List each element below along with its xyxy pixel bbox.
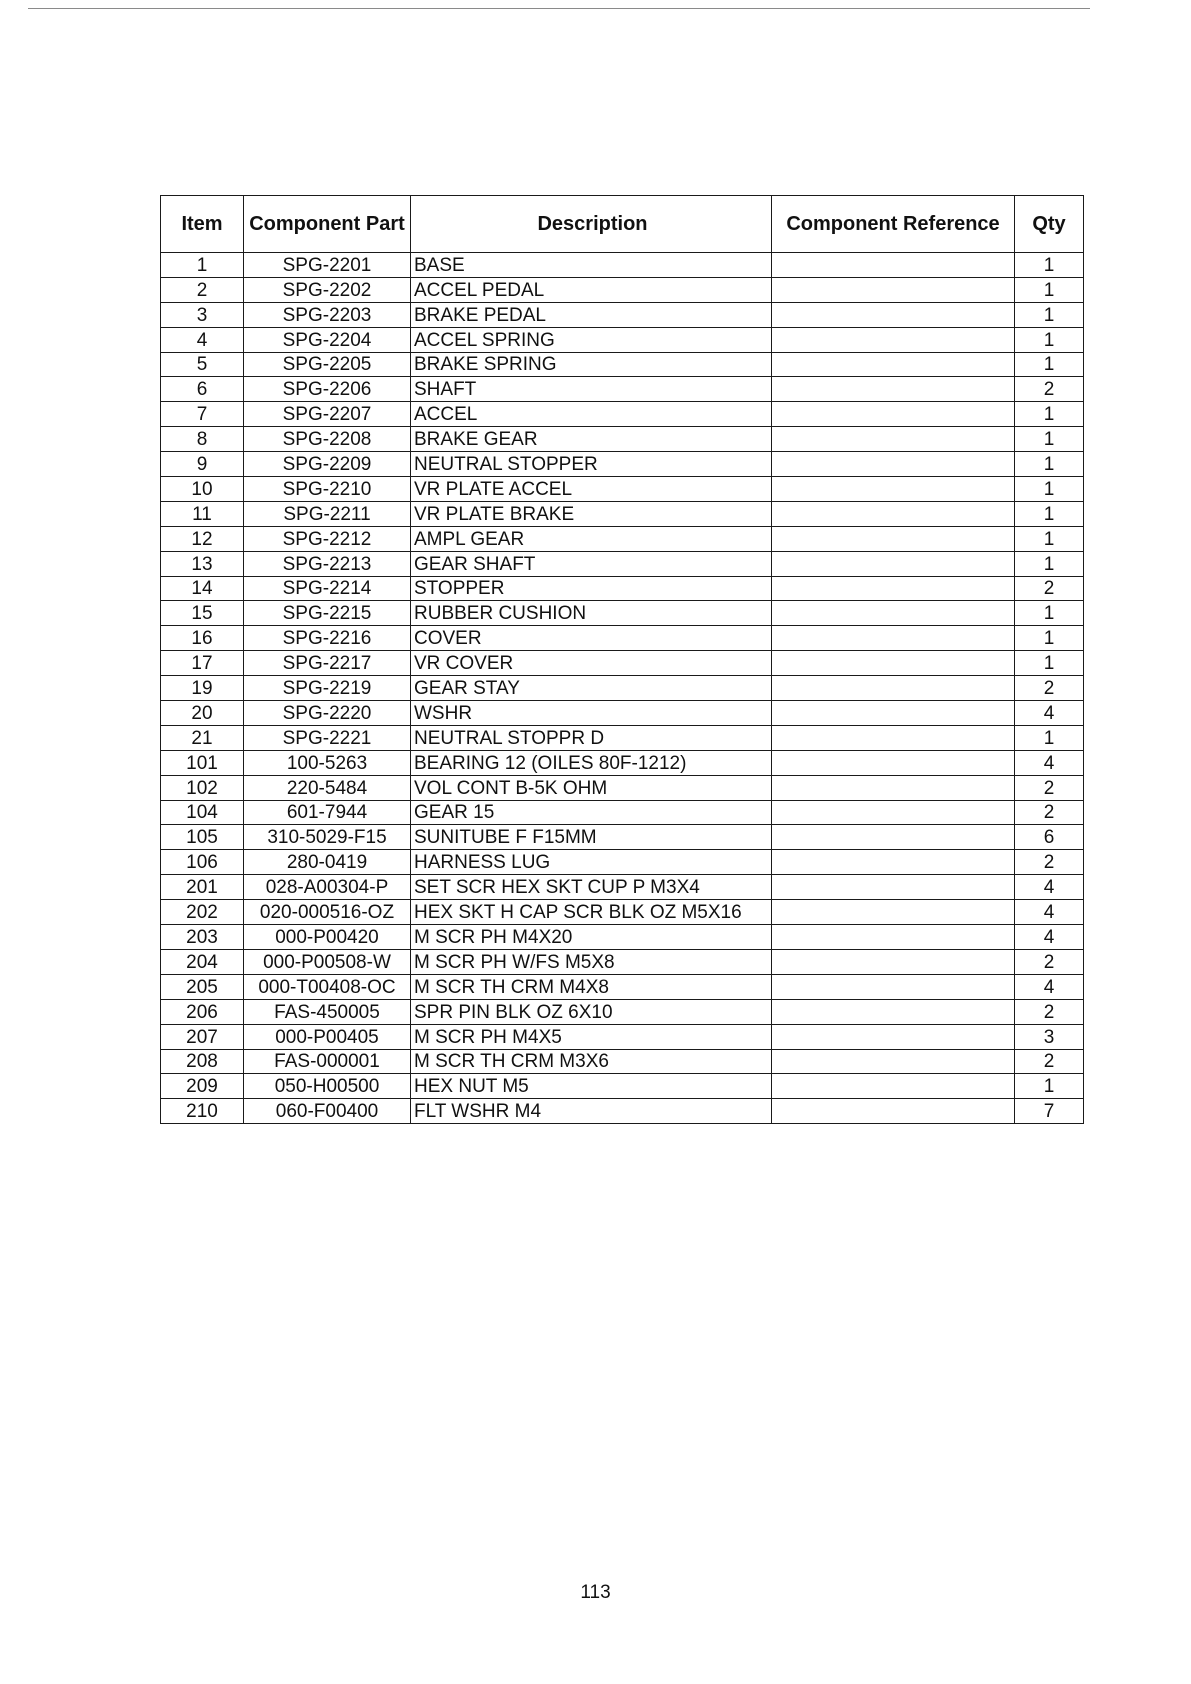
cell-description: FLT WSHR M4	[411, 1099, 772, 1124]
cell-description: VR PLATE BRAKE	[411, 501, 772, 526]
cell-item: 15	[161, 601, 244, 626]
cell-item: 4	[161, 327, 244, 352]
cell-component-reference	[772, 452, 1015, 477]
cell-component-reference	[772, 576, 1015, 601]
cell-component-part: 020-000516-OZ	[244, 900, 411, 925]
table-row	[161, 477, 1084, 502]
cell-description: AMPL GEAR	[411, 526, 772, 551]
table-row	[161, 352, 1084, 377]
cell-qty: 2	[1015, 800, 1084, 825]
cell-component-part: SPG-2209	[244, 452, 411, 477]
cell-component-part: SPG-2201	[244, 253, 411, 278]
table-row	[161, 302, 1084, 327]
cell-qty: 1	[1015, 352, 1084, 377]
table-row	[161, 651, 1084, 676]
cell-item: 2	[161, 277, 244, 302]
cell-description: ACCEL	[411, 402, 772, 427]
cell-item: 203	[161, 925, 244, 950]
table-row	[161, 875, 1084, 900]
cell-component-part: 028-A00304-P	[244, 875, 411, 900]
cell-qty: 7	[1015, 1099, 1084, 1124]
cell-qty: 2	[1015, 999, 1084, 1024]
table-row	[161, 800, 1084, 825]
cell-component-reference	[772, 999, 1015, 1024]
cell-component-reference	[772, 427, 1015, 452]
cell-description: SET SCR HEX SKT CUP P M3X4	[411, 875, 772, 900]
cell-qty: 1	[1015, 452, 1084, 477]
cell-component-part: 310-5029-F15	[244, 825, 411, 850]
cell-component-part: SPG-2216	[244, 626, 411, 651]
table-row	[161, 925, 1084, 950]
table-row	[161, 402, 1084, 427]
cell-description: SHAFT	[411, 377, 772, 402]
table-row	[161, 601, 1084, 626]
cell-component-reference	[772, 277, 1015, 302]
cell-qty: 1	[1015, 626, 1084, 651]
parts-list-table	[160, 195, 1084, 1124]
cell-component-reference	[772, 253, 1015, 278]
table-row	[161, 900, 1084, 925]
cell-item: 7	[161, 402, 244, 427]
cell-qty: 4	[1015, 974, 1084, 999]
cell-description: GEAR STAY	[411, 676, 772, 701]
table-row	[161, 452, 1084, 477]
cell-component-reference	[772, 925, 1015, 950]
cell-description: NEUTRAL STOPPER	[411, 452, 772, 477]
cell-item: 1	[161, 253, 244, 278]
cell-qty: 1	[1015, 302, 1084, 327]
cell-item: 204	[161, 949, 244, 974]
cell-description: GEAR 15	[411, 800, 772, 825]
cell-item: 5	[161, 352, 244, 377]
table-row	[161, 974, 1084, 999]
cell-component-reference	[772, 352, 1015, 377]
cell-component-reference	[772, 302, 1015, 327]
cell-component-part: 100-5263	[244, 750, 411, 775]
cell-component-reference	[772, 775, 1015, 800]
cell-qty: 2	[1015, 676, 1084, 701]
table-row	[161, 701, 1084, 726]
cell-description: BRAKE PEDAL	[411, 302, 772, 327]
page-number: 113	[580, 1582, 611, 1603]
cell-item: 14	[161, 576, 244, 601]
table-row	[161, 526, 1084, 551]
cell-qty: 1	[1015, 501, 1084, 526]
cell-qty: 4	[1015, 701, 1084, 726]
cell-component-reference	[772, 526, 1015, 551]
cell-component-reference	[772, 601, 1015, 626]
cell-description: RUBBER CUSHION	[411, 601, 772, 626]
parts-table-body	[161, 253, 1084, 1124]
table-row	[161, 750, 1084, 775]
cell-item: 101	[161, 750, 244, 775]
cell-item: 8	[161, 427, 244, 452]
cell-qty: 2	[1015, 1049, 1084, 1074]
cell-qty: 6	[1015, 825, 1084, 850]
cell-component-part: SPG-2203	[244, 302, 411, 327]
cell-component-reference	[772, 949, 1015, 974]
cell-qty: 2	[1015, 775, 1084, 800]
cell-description: M SCR TH CRM M3X6	[411, 1049, 772, 1074]
cell-qty: 3	[1015, 1024, 1084, 1049]
cell-qty: 1	[1015, 402, 1084, 427]
cell-item: 10	[161, 477, 244, 502]
cell-component-reference	[772, 701, 1015, 726]
cell-component-reference	[772, 501, 1015, 526]
cell-component-part: FAS-450005	[244, 999, 411, 1024]
cell-item: 11	[161, 501, 244, 526]
table-row	[161, 626, 1084, 651]
cell-description: COVER	[411, 626, 772, 651]
cell-description: VOL CONT B-5K OHM	[411, 775, 772, 800]
cell-item: 207	[161, 1024, 244, 1049]
header-description: Description	[411, 196, 772, 253]
cell-item: 17	[161, 651, 244, 676]
cell-component-reference	[772, 1099, 1015, 1124]
cell-component-part: 000-P00508-W	[244, 949, 411, 974]
cell-item: 20	[161, 701, 244, 726]
cell-component-part: 060-F00400	[244, 1099, 411, 1124]
cell-qty: 1	[1015, 526, 1084, 551]
cell-component-reference	[772, 676, 1015, 701]
cell-qty: 1	[1015, 427, 1084, 452]
table-row	[161, 825, 1084, 850]
cell-component-part: SPG-2221	[244, 725, 411, 750]
header-item: Item	[161, 196, 244, 253]
cell-component-reference	[772, 1074, 1015, 1099]
table-row	[161, 501, 1084, 526]
cell-description: HARNESS LUG	[411, 850, 772, 875]
cell-item: 13	[161, 551, 244, 576]
cell-description: BASE	[411, 253, 772, 278]
cell-description: SUNITUBE F F15MM	[411, 825, 772, 850]
cell-component-part: 280-0419	[244, 850, 411, 875]
cell-item: 12	[161, 526, 244, 551]
table-row	[161, 1074, 1084, 1099]
cell-component-part: SPG-2217	[244, 651, 411, 676]
cell-qty: 1	[1015, 601, 1084, 626]
table-row	[161, 999, 1084, 1024]
cell-component-part: SPG-2212	[244, 526, 411, 551]
cell-component-reference	[772, 551, 1015, 576]
cell-component-part: SPG-2211	[244, 501, 411, 526]
cell-item: 105	[161, 825, 244, 850]
cell-component-reference	[772, 327, 1015, 352]
cell-component-part: 050-H00500	[244, 1074, 411, 1099]
cell-qty: 4	[1015, 875, 1084, 900]
cell-item: 106	[161, 850, 244, 875]
cell-item: 209	[161, 1074, 244, 1099]
cell-item: 9	[161, 452, 244, 477]
cell-component-reference	[772, 974, 1015, 999]
cell-component-part: SPG-2205	[244, 352, 411, 377]
cell-component-part: SPG-2213	[244, 551, 411, 576]
cell-item: 206	[161, 999, 244, 1024]
cell-item: 208	[161, 1049, 244, 1074]
cell-qty: 4	[1015, 900, 1084, 925]
cell-qty: 1	[1015, 551, 1084, 576]
cell-component-part: SPG-2219	[244, 676, 411, 701]
cell-component-reference	[772, 900, 1015, 925]
cell-description: ACCEL SPRING	[411, 327, 772, 352]
cell-item: 19	[161, 676, 244, 701]
cell-description: M SCR PH W/FS M5X8	[411, 949, 772, 974]
cell-qty: 1	[1015, 1074, 1084, 1099]
cell-component-part: SPG-2215	[244, 601, 411, 626]
cell-item: 102	[161, 775, 244, 800]
cell-qty: 2	[1015, 949, 1084, 974]
cell-component-reference	[772, 477, 1015, 502]
cell-component-reference	[772, 402, 1015, 427]
cell-item: 3	[161, 302, 244, 327]
cell-qty: 2	[1015, 377, 1084, 402]
cell-qty: 1	[1015, 651, 1084, 676]
table-row	[161, 377, 1084, 402]
cell-qty: 1	[1015, 477, 1084, 502]
cell-description: HEX SKT H CAP SCR BLK OZ M5X16	[411, 900, 772, 925]
cell-component-part: SPG-2202	[244, 277, 411, 302]
top-scan-rule	[28, 8, 1090, 9]
cell-component-part: SPG-2204	[244, 327, 411, 352]
cell-component-part: 601-7944	[244, 800, 411, 825]
cell-description: HEX NUT M5	[411, 1074, 772, 1099]
cell-item: 202	[161, 900, 244, 925]
table-row	[161, 427, 1084, 452]
cell-component-part: SPG-2207	[244, 402, 411, 427]
cell-item: 6	[161, 377, 244, 402]
cell-description: BRAKE GEAR	[411, 427, 772, 452]
cell-component-part: 000-T00408-OC	[244, 974, 411, 999]
cell-component-part: SPG-2214	[244, 576, 411, 601]
cell-description: NEUTRAL STOPPR D	[411, 725, 772, 750]
cell-qty: 1	[1015, 725, 1084, 750]
table-row	[161, 576, 1084, 601]
cell-description: WSHR	[411, 701, 772, 726]
cell-qty: 2	[1015, 850, 1084, 875]
cell-description: BRAKE SPRING	[411, 352, 772, 377]
cell-item: 205	[161, 974, 244, 999]
cell-qty: 4	[1015, 750, 1084, 775]
header-component-part: Component Part	[244, 196, 411, 253]
cell-component-part: SPG-2208	[244, 427, 411, 452]
cell-component-part: SPG-2220	[244, 701, 411, 726]
cell-item: 104	[161, 800, 244, 825]
cell-description: ACCEL PEDAL	[411, 277, 772, 302]
header-qty: Qty	[1015, 196, 1084, 253]
cell-component-reference	[772, 651, 1015, 676]
cell-component-part: 220-5484	[244, 775, 411, 800]
cell-item: 21	[161, 725, 244, 750]
cell-description: SPR PIN BLK OZ 6X10	[411, 999, 772, 1024]
table-row	[161, 327, 1084, 352]
cell-component-reference	[772, 850, 1015, 875]
cell-description: VR PLATE ACCEL	[411, 477, 772, 502]
cell-description: STOPPER	[411, 576, 772, 601]
cell-item: 201	[161, 875, 244, 900]
header-component-reference: Component Reference	[772, 196, 1015, 253]
cell-component-reference	[772, 626, 1015, 651]
cell-component-reference	[772, 377, 1015, 402]
cell-item: 210	[161, 1099, 244, 1124]
cell-component-part: 000-P00420	[244, 925, 411, 950]
cell-component-reference	[772, 750, 1015, 775]
cell-description: GEAR SHAFT	[411, 551, 772, 576]
table-row	[161, 725, 1084, 750]
cell-description: VR COVER	[411, 651, 772, 676]
table-row	[161, 551, 1084, 576]
cell-component-reference	[772, 1024, 1015, 1049]
cell-component-part: 000-P00405	[244, 1024, 411, 1049]
cell-component-reference	[772, 875, 1015, 900]
cell-component-part: SPG-2206	[244, 377, 411, 402]
table-row	[161, 1099, 1084, 1124]
cell-component-reference	[772, 800, 1015, 825]
table-row	[161, 775, 1084, 800]
cell-qty: 4	[1015, 925, 1084, 950]
cell-qty: 2	[1015, 576, 1084, 601]
cell-qty: 1	[1015, 253, 1084, 278]
table-row	[161, 253, 1084, 278]
table-row	[161, 1024, 1084, 1049]
cell-description: BEARING 12 (OILES 80F-1212)	[411, 750, 772, 775]
cell-component-reference	[772, 1049, 1015, 1074]
cell-item: 16	[161, 626, 244, 651]
cell-component-reference	[772, 825, 1015, 850]
table-row	[161, 277, 1084, 302]
cell-description: M SCR PH M4X5	[411, 1024, 772, 1049]
table-row	[161, 676, 1084, 701]
table-header-row	[161, 196, 1084, 253]
cell-description: M SCR PH M4X20	[411, 925, 772, 950]
table-row	[161, 850, 1084, 875]
table-row	[161, 949, 1084, 974]
cell-component-part: SPG-2210	[244, 477, 411, 502]
cell-component-part: FAS-000001	[244, 1049, 411, 1074]
cell-component-reference	[772, 725, 1015, 750]
cell-qty: 1	[1015, 277, 1084, 302]
table-row	[161, 1049, 1084, 1074]
cell-qty: 1	[1015, 327, 1084, 352]
cell-description: M SCR TH CRM M4X8	[411, 974, 772, 999]
